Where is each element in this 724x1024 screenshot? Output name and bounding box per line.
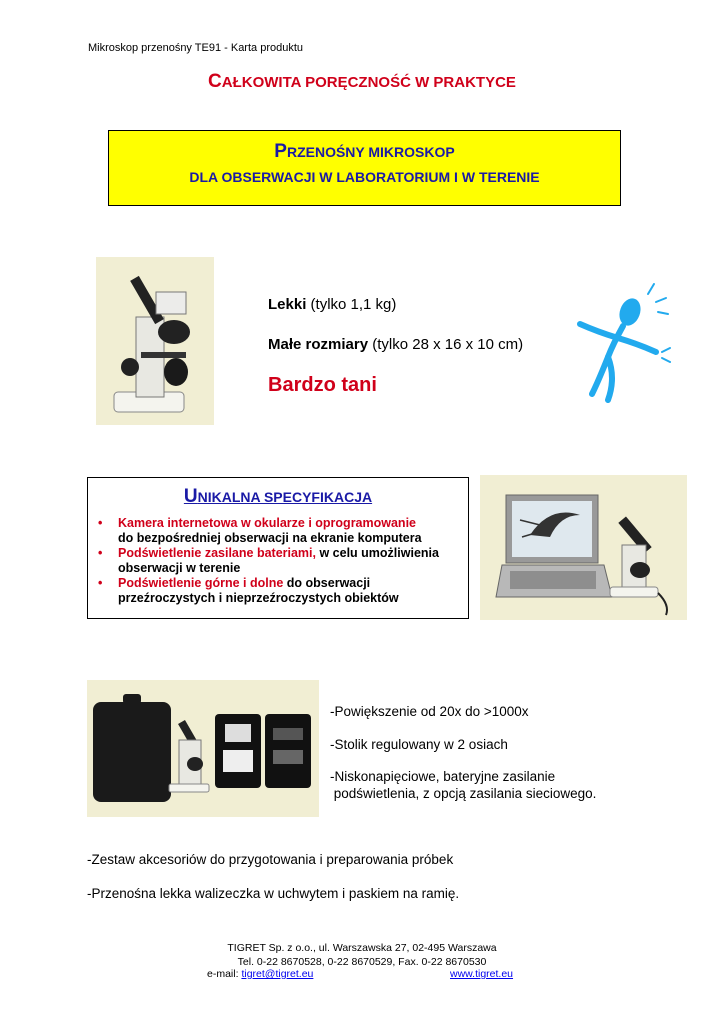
footer-address: TIGRET Sp. z o.o., ul. Warszawska 27, 02-495 Warszawa bbox=[227, 942, 497, 954]
feature-light-label: Lekki bbox=[268, 296, 307, 313]
bullet-icon: • bbox=[98, 576, 103, 590]
detail-line: -Powiększenie od 20x do >1000x bbox=[330, 704, 529, 719]
spec-title-initial: U bbox=[183, 486, 198, 507]
footer-email-label: e-mail: bbox=[207, 968, 239, 980]
spec-item-highlight: Podświetlenie zasilane bateriami, bbox=[118, 546, 316, 560]
footer-phone: Tel. 0-22 8670528, 0-22 8670529, Fax. 0-22 8670530 bbox=[237, 956, 487, 968]
spec-item-text: w celu umożliwienia obserwacji w terenie bbox=[118, 546, 439, 575]
case-kit-photo bbox=[87, 680, 319, 817]
headline-title-rest: RZENOŚNY MIKROSKOP bbox=[286, 144, 455, 160]
bullet-icon: • bbox=[98, 546, 103, 560]
spec-title-rest: NIKALNA SPECYFIKACJA bbox=[197, 489, 373, 505]
footer-email bbox=[207, 968, 313, 980]
headline-subtitle: DLA OBSERWACJI W LABORATORIUM I W TERENIE bbox=[189, 169, 540, 185]
spec-item bbox=[98, 516, 468, 546]
feature-cheap: Bardzo tani bbox=[268, 374, 377, 396]
detail-line: -Niskonapięciowe, bateryjne zasilanie bbox=[330, 769, 556, 784]
spec-item bbox=[98, 546, 468, 576]
main-title-rest: AŁKOWITA PORĘCZNOŚĆ W PRAKTYCE bbox=[221, 74, 516, 91]
footer-email-link[interactable]: tigret@tigret.eu bbox=[241, 968, 314, 980]
feature-size-label: Małe rozmiary bbox=[268, 336, 369, 353]
bottom-line: -Zestaw akcesoriów do przygotowania i preparowania próbek bbox=[87, 852, 454, 867]
microscope-photo bbox=[96, 257, 214, 425]
detail-line: podświetlenia, z opcją zasilania sieciowego. bbox=[330, 786, 597, 801]
detail-line: -Stolik regulowany w 2 osiach bbox=[330, 737, 508, 752]
headline-title bbox=[109, 141, 620, 163]
spec-item-highlight: Kamera internetowa w okularze i oprogramowanie bbox=[118, 516, 416, 530]
footer-web-link[interactable]: www.tigret.eu bbox=[450, 968, 514, 980]
feature-light bbox=[268, 296, 396, 313]
stick-figure-illustration bbox=[568, 282, 674, 412]
spec-item bbox=[98, 576, 468, 606]
spec-list bbox=[88, 516, 468, 606]
spec-box bbox=[87, 477, 469, 619]
feature-size bbox=[268, 336, 523, 353]
main-title bbox=[0, 71, 724, 93]
headline-title-initial: P bbox=[274, 141, 287, 162]
spec-item-text: do bezpośredniej obserwacji na ekranie komputera bbox=[118, 531, 422, 545]
spec-item-highlight: Podświetlenie górne i dolne bbox=[118, 576, 284, 590]
headline-box bbox=[108, 130, 621, 206]
bottom-line: -Przenośna lekka walizeczka w uchwytem i paskiem na ramię. bbox=[87, 886, 460, 901]
laptop-microscope-photo bbox=[480, 475, 687, 620]
feature-light-value: (tylko 1,1 kg) bbox=[310, 296, 397, 313]
main-title-initial: C bbox=[208, 71, 222, 92]
bullet-icon: • bbox=[98, 516, 103, 530]
feature-size-value: (tylko 28 x 16 x 10 cm) bbox=[372, 336, 524, 353]
document-header-note: Mikroskop przenośny TE91 - Karta produktu bbox=[88, 42, 304, 54]
spec-title bbox=[88, 486, 468, 508]
spec-item-text: do obserwacji przeźroczystych i nieprzeźroczystych obiektów bbox=[118, 576, 399, 605]
